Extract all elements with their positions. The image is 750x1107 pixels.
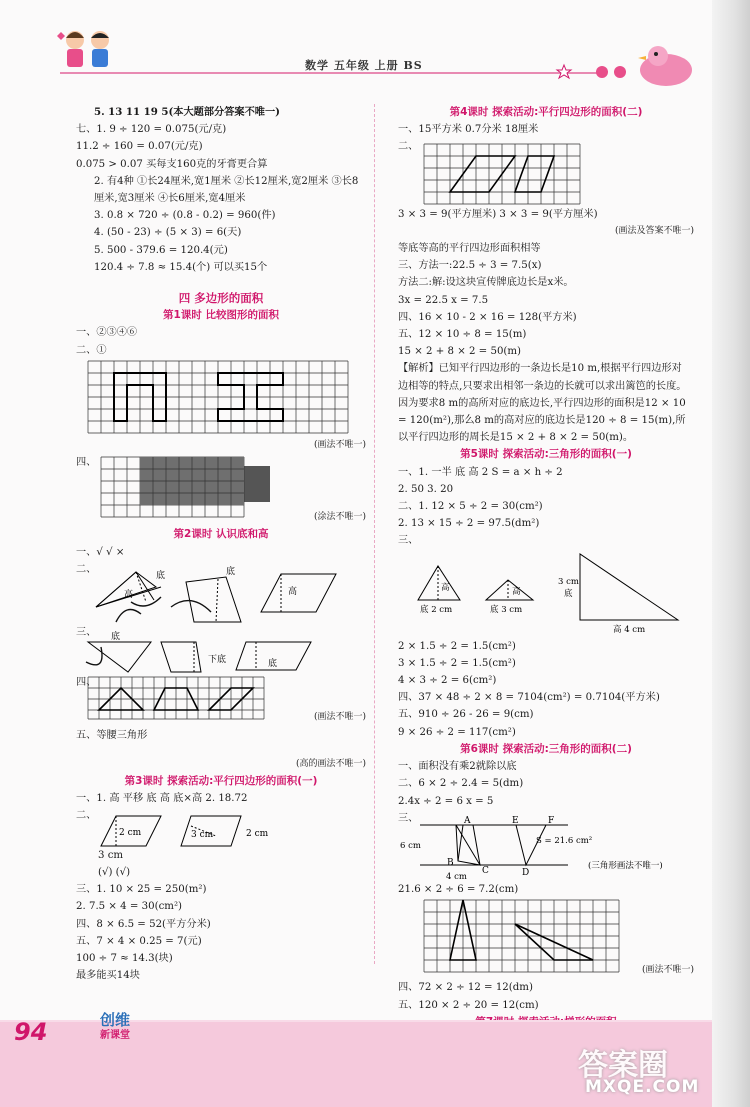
answer-line: 一、1. 高 平移 底 高 底×高 2. 18.72 (76, 793, 248, 805)
answer-line: 最多能买14块 (76, 970, 140, 982)
right-column (398, 104, 694, 1065)
answer-line: 一、1. 一半 底 高 2 S = a × h ÷ 2 (398, 466, 563, 478)
answer-line: 4. (50 - 23) ÷ (5 × 3) = 6(天) (94, 227, 242, 239)
note: (画法不唯一) (313, 712, 366, 723)
answer-line: 四、72 × 2 ÷ 12 = 12(dm) (398, 982, 533, 994)
answer-line: 二、① (76, 344, 107, 356)
answer-line: 5. 500 - 379.6 = 120.4(元) (94, 244, 228, 256)
svg-text:2 cm: 2 cm (246, 828, 269, 839)
lesson-title: 第2课时 认识底和高 (173, 528, 269, 541)
page-edge (712, 0, 750, 1107)
grid-figure-4 (398, 142, 694, 206)
answer-line: 七、1. 9 ÷ 120 = 0.075(元/克) (76, 124, 227, 136)
answer-line: 五、等腰三角形 (76, 729, 148, 741)
label-gao: 高 (124, 590, 134, 601)
answer-line: 4 × 3 ÷ 2 = 6(cm²) (398, 675, 497, 687)
answer-line: 21.6 × 2 ÷ 6 = 7.2(cm) (398, 883, 519, 895)
svg-text:底: 底 (111, 632, 121, 643)
label-f: F (548, 815, 555, 826)
answer-line: 100 ÷ 7 ≈ 14.3(块) (76, 952, 173, 964)
answer-line: 5. 13 11 19 5(本大题部分答案不唯一) (94, 106, 280, 118)
note: (高的画法不唯一) (295, 758, 366, 769)
svg-text:底: 底 (268, 659, 278, 670)
answer-line: 一、②③④⑥ (76, 327, 138, 339)
logo-bottom: 新课堂 (100, 1030, 130, 1041)
label-xiadi: 下底 (208, 655, 227, 666)
answer-line: 3. 0.8 × 720 ÷ (0.8 - 0.2) = 960(件) (94, 210, 276, 222)
parallelogram-figures (76, 811, 366, 851)
note: (三角形画法不唯一) (588, 860, 663, 871)
answer-line: 五、910 ÷ 26 - 26 = 9(cm) (398, 709, 534, 721)
answer-line: 120.4 ÷ 7.8 ≈ 15.4(个) 可以买15个 (94, 261, 268, 273)
answer-line: 四、 (76, 457, 97, 469)
label-2cm: 2 cm (119, 827, 142, 838)
watermark-url: MXQE.COM (585, 1077, 700, 1097)
label-h: 6 cm (400, 840, 421, 851)
answer-line: 二、 (398, 141, 419, 153)
header-title: 数学 五年级 上册 BS (305, 59, 423, 72)
answer-line: (√) (√) (98, 866, 131, 878)
triangle-figures (398, 544, 694, 635)
answer-line: 等底等高的平行四边形面积相等 (398, 243, 541, 255)
answer-line: 五、120 × 2 ÷ 20 = 12(cm) (398, 999, 539, 1011)
answer-line: 2. 7.5 × 4 = 30(cm²) (76, 901, 183, 913)
mascot-icon (628, 40, 698, 90)
label-h1: 高 (441, 582, 450, 593)
label-b3: 高 4 cm (613, 624, 646, 635)
answer-line: 2. 50 3. 20 (398, 483, 454, 495)
watermark: 答案圈 (578, 1048, 668, 1083)
unit-title: 四 多边形的面积 (178, 291, 264, 306)
answer-line: 五、12 × 10 ÷ 8 = 15(m) (398, 329, 527, 341)
note: (画法及答案不唯一) (614, 225, 694, 236)
answer-line: 一、√ √ × (76, 546, 125, 558)
label-b2: 底 3 cm (490, 604, 523, 615)
answer-line: 3 × 1.5 ÷ 2 = 1.5(cm²) (398, 657, 516, 669)
lesson-title: 第3课时 探索活动:平行四边形的面积(一) (124, 775, 318, 788)
answer-line: 15 × 2 + 8 × 2 = 50(m) (398, 346, 522, 358)
answer-line: 二、 (76, 563, 97, 575)
answer-line: 3 × 3 = 9(平方厘米) 3 × 3 = 9(平方厘米) (398, 208, 598, 220)
answer-line: 0.075 > 0.07 买每支160克的牙膏更合算 (76, 158, 268, 170)
label-s: S = 21.6 cm² (536, 835, 593, 846)
label-b1: 底 2 cm (420, 604, 453, 615)
answer-line: 一、面积没有乘2就除以底 (398, 761, 517, 773)
label-a: A (464, 815, 471, 826)
triangle-construction-figure (398, 815, 694, 881)
grid-figure-1 (76, 359, 366, 437)
answer-line: 3 cm (98, 849, 124, 861)
svg-text:底: 底 (226, 567, 236, 578)
svg-text:高: 高 (288, 587, 298, 598)
label-di: 底 (156, 571, 166, 582)
answer-line: 2. 13 × 15 ÷ 2 = 97.5(dm²) (398, 518, 540, 530)
answer-line: 一、15平方米 0.7分米 18厘米 (398, 124, 539, 136)
answer-line: 三、 (398, 535, 419, 547)
lesson-title: 第1课时 比较图形的面积 (163, 309, 279, 322)
label-d: D (522, 867, 530, 878)
answer-line: 9 × 26 ÷ 2 = 117(cm²) (398, 726, 516, 738)
note: (涂法不唯一) (313, 512, 366, 523)
label-e: E (512, 815, 519, 826)
lesson-title: 第5课时 探索活动:三角形的面积(一) (460, 448, 632, 461)
label-w: 4 cm (446, 871, 467, 882)
logo-top: 创维 (100, 1011, 131, 1029)
answer-line: 三、 (76, 627, 97, 639)
answer-line: 11.2 ÷ 160 = 0.07(元/克) (76, 141, 203, 153)
answer-line: 三、方法一:22.5 ÷ 3 = 7.5(x) (398, 260, 542, 272)
page-number: 94 (14, 1018, 48, 1046)
answer-line: 四、8 × 6.5 = 52(平方分米) (76, 918, 211, 930)
answer-line: 三、1. 10 × 25 = 250(m²) (76, 884, 207, 896)
answer-line: 二、 (76, 810, 97, 822)
label-c: C (482, 865, 489, 876)
answer-line: 3x = 22.5 x = 7.5 (398, 294, 489, 306)
answer-line: 2 × 1.5 ÷ 2 = 1.5(cm²) (398, 640, 516, 652)
label-h3: 3 cm (558, 576, 579, 587)
header-dots-icon (556, 64, 636, 80)
analysis-text: 【解析】已知平行四边形的一条边长是10 m,根据平行四边形对边相等的特点,只要求出相邻一条边的长就可以求出篱笆的长度。因为要求8 m的高所对应的底边长,平行四边形的面积是12 × 10 = 120(m²),那么8 m的高对应的底边长是120 ÷ 8 = 15(m),所以平行四边形的周长是15 × 2 + 8 × 2 = 50(m)。 (398, 363, 687, 444)
note: (画法不唯一) (641, 965, 694, 976)
answer-line: 三、 (398, 812, 419, 824)
note: (画法不唯一) (313, 439, 366, 450)
column-divider (374, 104, 375, 964)
answer-line: 二、1. 12 × 5 ÷ 2 = 30(cm²) (398, 501, 543, 513)
label-h2: 高 (512, 586, 521, 597)
answer-line: 四、16 × 10 - 2 × 16 = 128(平方米) (398, 311, 577, 323)
answer-line: 2.4x ÷ 2 = 6 x = 5 (398, 795, 494, 807)
answer-line: 2. 有4种 ①长24厘米,宽1厘米 ②长12厘米,宽2厘米 ③长8厘米,宽3厘米 ④长6厘米,宽4厘米 (94, 175, 359, 205)
left-column (76, 104, 366, 984)
answer-line: 四、37 × 48 ÷ 2 × 8 = 7104(cm²) = 0.7104(平方米) (398, 692, 660, 704)
brand-logo (100, 1013, 130, 1043)
label-3cm: 3 cm (191, 829, 214, 840)
lesson-title: 第4课时 探索活动:平行四边形的面积(二) (449, 106, 643, 118)
label-b: B (447, 857, 454, 868)
answer-line: 二、6 × 2 ÷ 2.4 = 5(dm) (398, 778, 524, 790)
answer-line: 方法二:解:设这块宣传牌底边长是x米。 (398, 277, 574, 289)
answer-line: 四、 (76, 677, 97, 689)
label-d3: 底 (564, 588, 573, 599)
kids-illustration-icon (55, 28, 135, 78)
answer-line: 五、7 × 4 × 0.25 = 7(元) (76, 935, 202, 947)
lesson-title: 第6课时 探索活动:三角形的面积(二) (460, 742, 632, 755)
